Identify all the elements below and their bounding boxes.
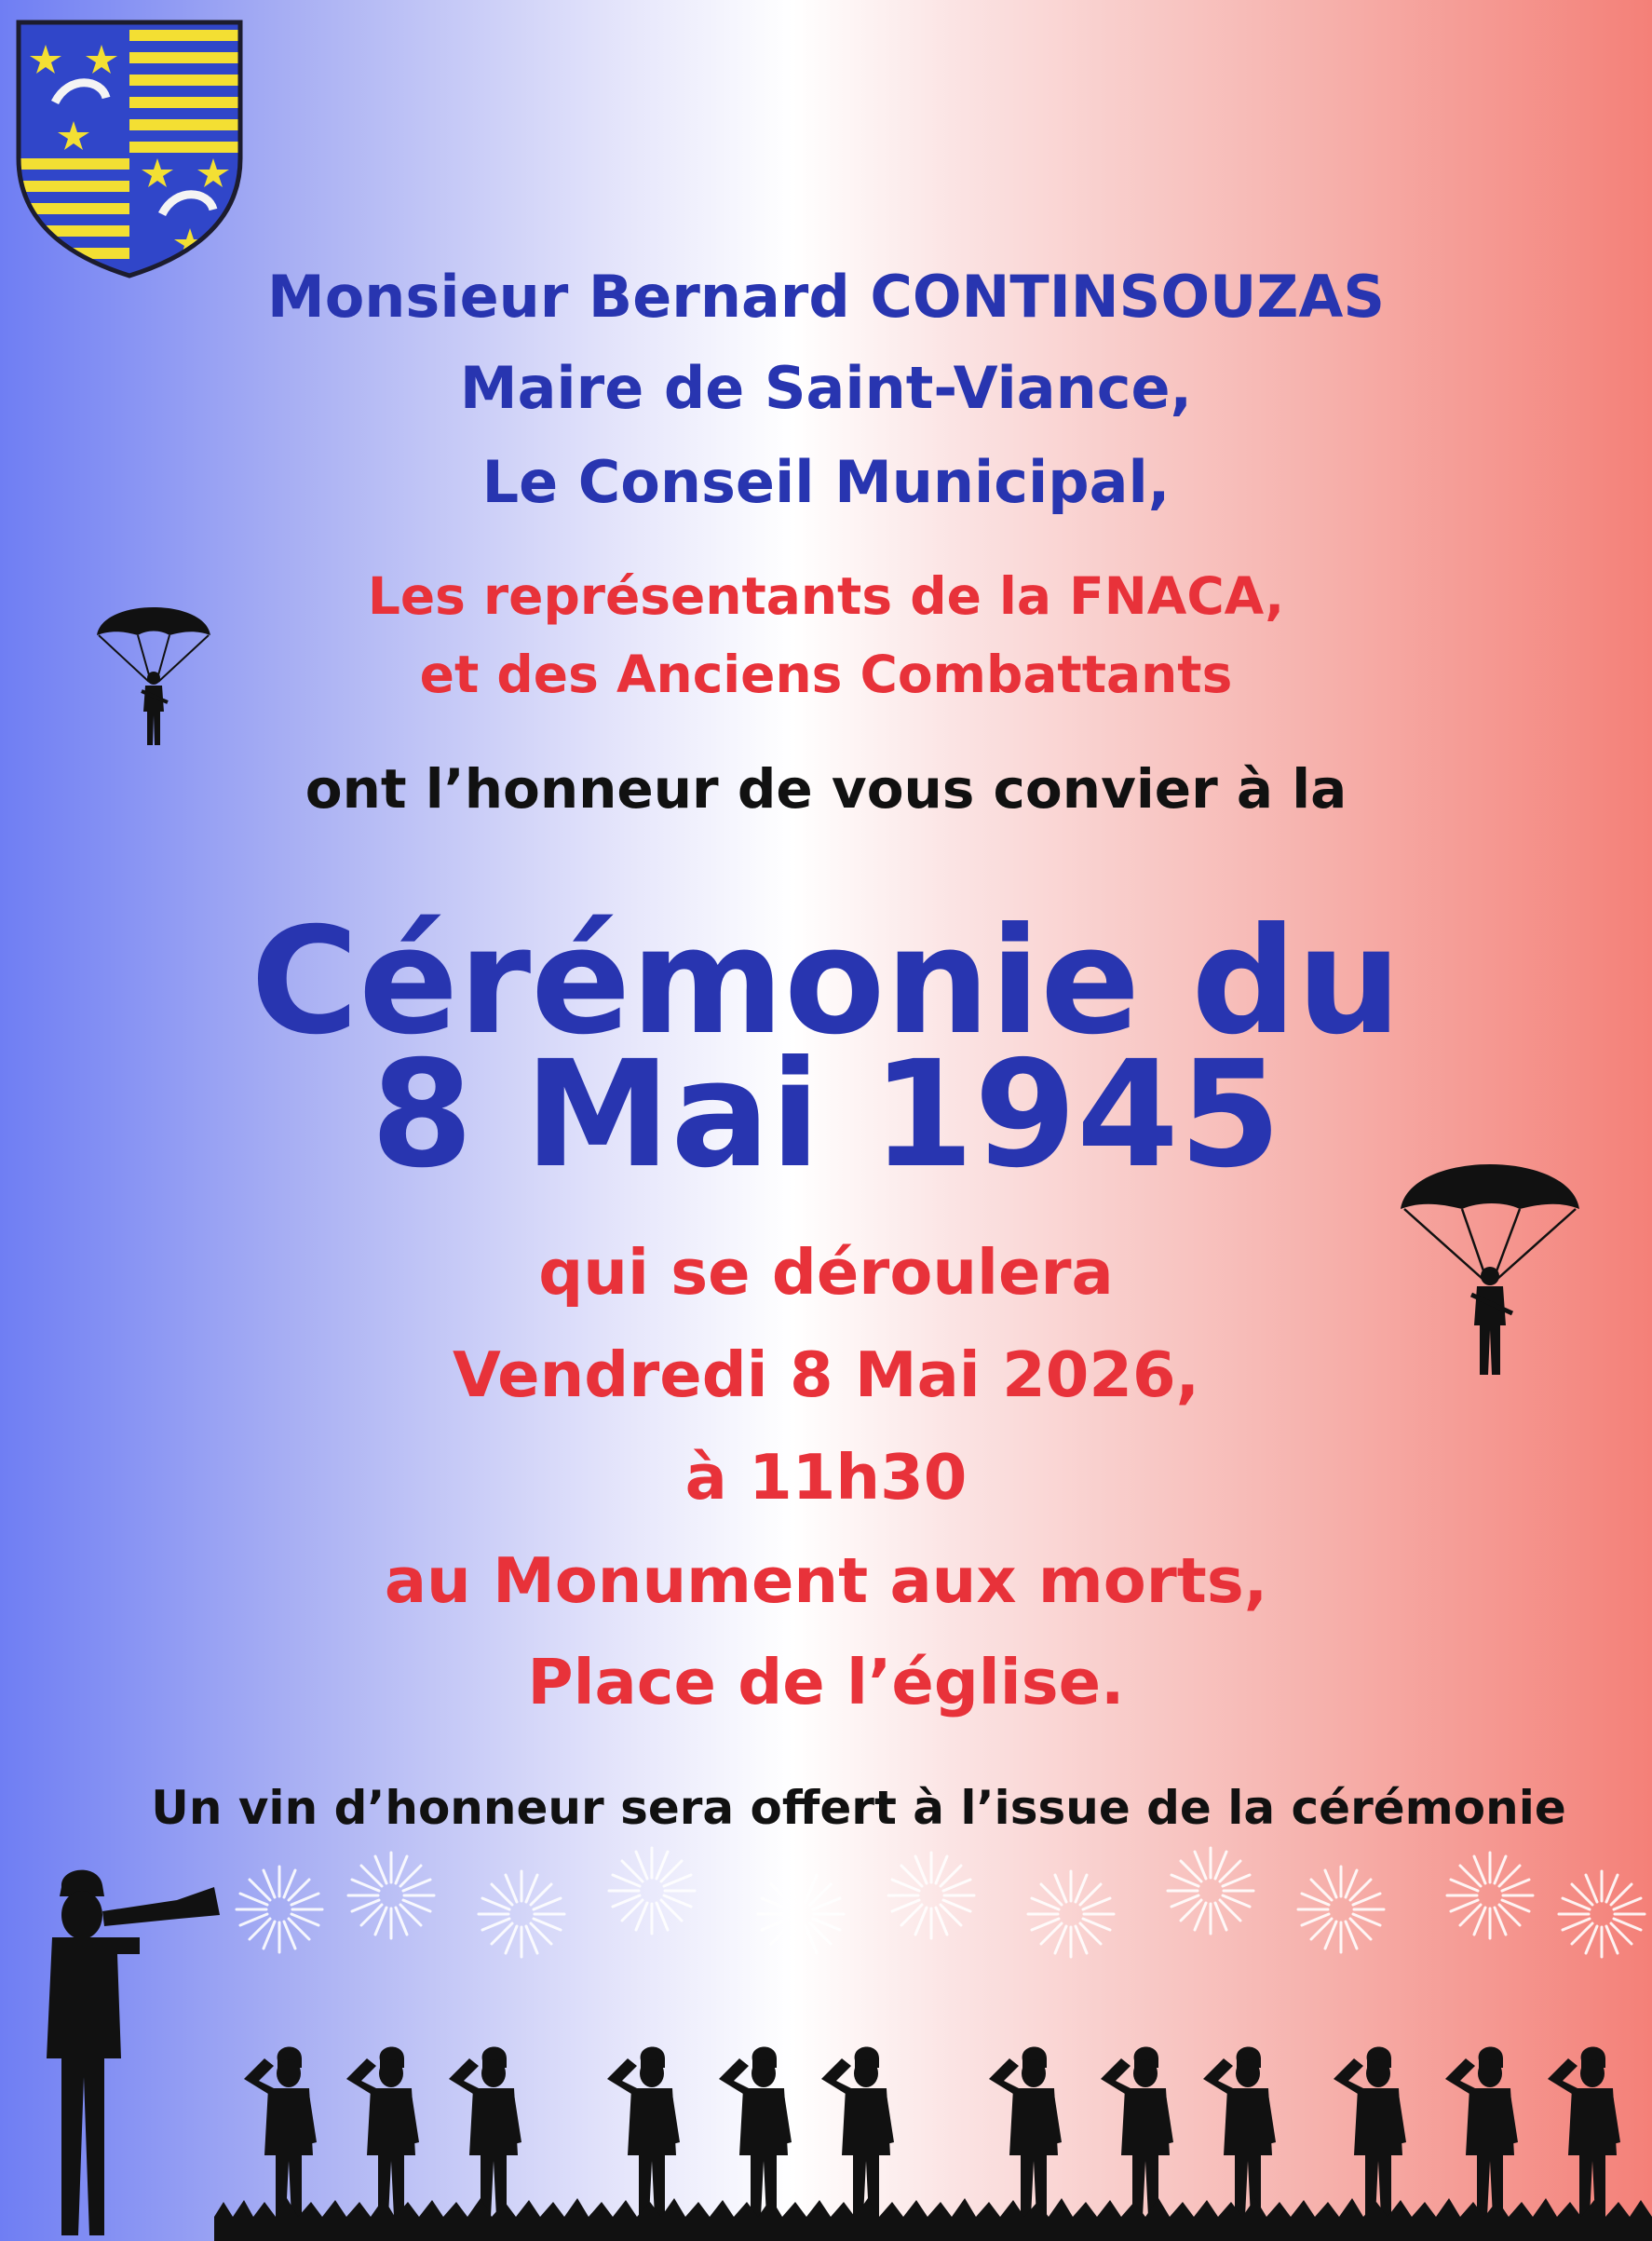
saluting-soldiers-row (244, 2046, 1620, 2217)
details-line1: qui se déroulera (538, 1236, 1114, 1309)
fireworks-icon (237, 1848, 1645, 1957)
bugler-silhouette-icon (47, 1870, 220, 2235)
event-date: Vendredi 8 Mai 2026, (452, 1338, 1200, 1411)
mayor-name: Monsieur Bernard CONTINSOUZAS (267, 263, 1385, 331)
ceremony-title-line2: 8 Mai 1945 (371, 1029, 1281, 1201)
coat-of-arms-icon (13, 19, 246, 279)
event-time: à 11h30 (684, 1441, 968, 1514)
representatives-line2: et des Anciens Combattants (419, 645, 1233, 704)
ceremony-title-line1: Cérémonie du (251, 896, 1401, 1067)
parachutist-icon (93, 589, 214, 747)
event-place: Place de l’église. (527, 1646, 1125, 1718)
reception-note: Un vin d’honneur sera offert à l’issue de la cérémonie (151, 1781, 1566, 1835)
grass-strip (214, 2198, 1652, 2241)
parachutist-icon (1397, 1144, 1583, 1377)
mayor-title: Maire de Saint-Viance, (459, 354, 1193, 422)
representatives-line1: Les représentants de la FNACA, (367, 566, 1285, 626)
event-location: au Monument aux morts, (384, 1544, 1268, 1617)
saluting-soldiers-icon (0, 1826, 1652, 2241)
council-line: Le Conseil Municipal, (481, 448, 1171, 516)
invitation-line: ont l’honneur de vous convier à la (305, 757, 1347, 821)
